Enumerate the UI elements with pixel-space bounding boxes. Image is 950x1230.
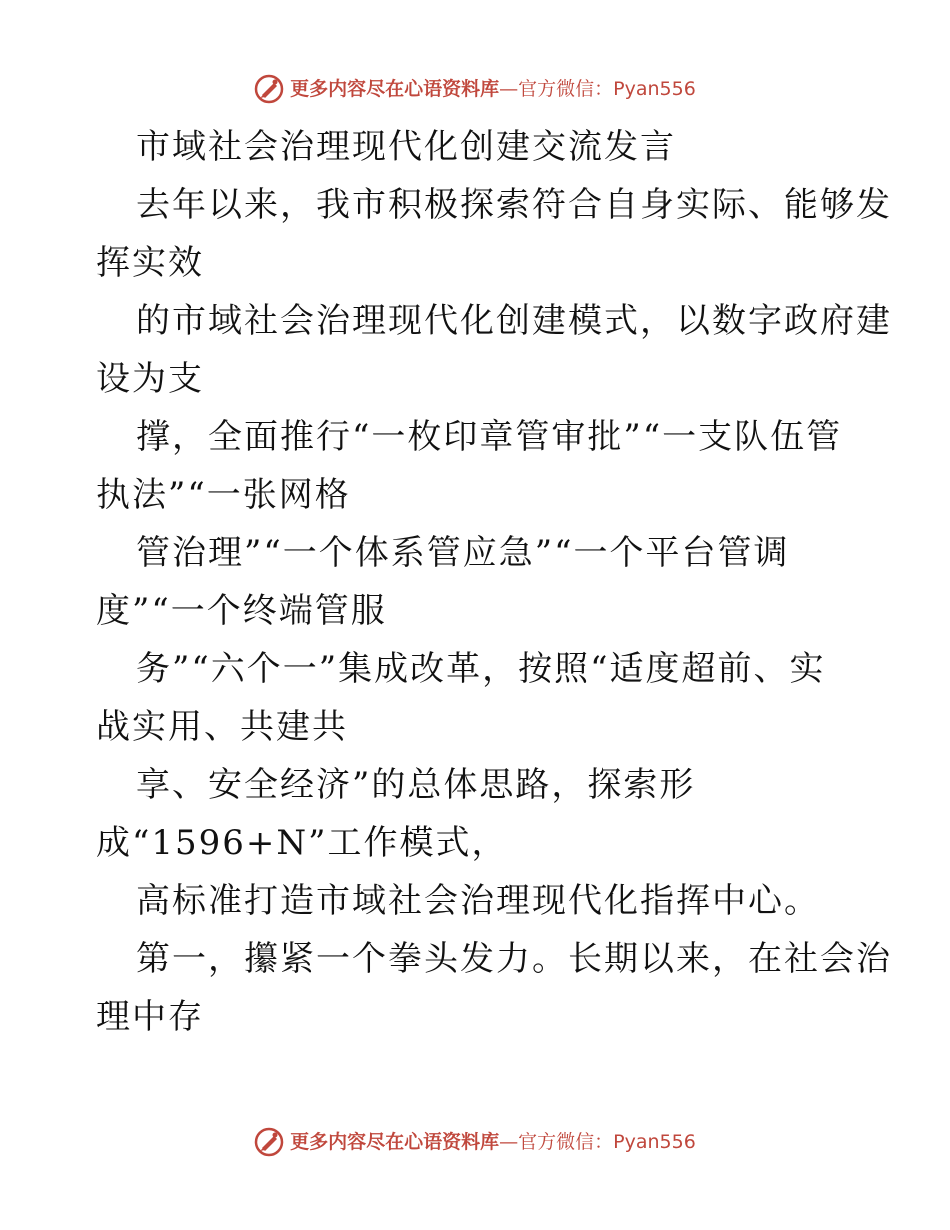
text-line: 度”“一个终端管服 — [96, 591, 387, 631]
logo-icon — [254, 1127, 284, 1157]
document-title: 市域社会治理现代化创建交流发言 — [136, 127, 676, 167]
text-line: 第一，攥紧一个拳头发力。长期以来，在社会治 — [136, 939, 892, 979]
watermark-wechat-text: 官方微信：Pyan556 — [518, 1131, 696, 1153]
text-line: 战实用、共建共 — [96, 707, 348, 747]
text-line: 撑，全面推行“一枚印章管审批”“一支队伍管 — [136, 417, 843, 457]
watermark-main-text: 更多内容尽在心语资料库 — [290, 1131, 500, 1153]
text-line: 去年以来，我市积极探索符合自身实际、能够发 — [136, 185, 892, 225]
watermark-dash: — — [499, 1131, 519, 1153]
text-line: 挥实效 — [96, 243, 204, 283]
text-line: 高标准打造市域社会治理现代化指挥中心。 — [136, 881, 820, 921]
watermark-wechat-text: 官方微信：Pyan556 — [518, 78, 696, 100]
text-line: 设为支 — [96, 359, 204, 399]
watermark-footer — [0, 1127, 950, 1157]
watermark-header — [0, 74, 950, 104]
text-line: 的市域社会治理现代化创建模式，以数字政府建 — [136, 301, 892, 341]
text-line: 享、安全经济”的总体思路，探索形 — [136, 765, 696, 805]
watermark-main-text: 更多内容尽在心语资料库 — [290, 78, 500, 100]
text-line: 务”“六个一”集成改革，按照“适度超前、实 — [136, 649, 826, 689]
watermark-dash: — — [499, 78, 519, 100]
document-body — [96, 118, 892, 1046]
text-line: 理中存 — [96, 997, 204, 1037]
text-line: 执法”“一张网格 — [96, 475, 351, 515]
logo-icon — [254, 74, 284, 104]
text-line: 成“1596+N”工作模式， — [96, 823, 508, 863]
text-line: 管治理”“一个体系管应急”“一个平台管调 — [136, 533, 790, 573]
